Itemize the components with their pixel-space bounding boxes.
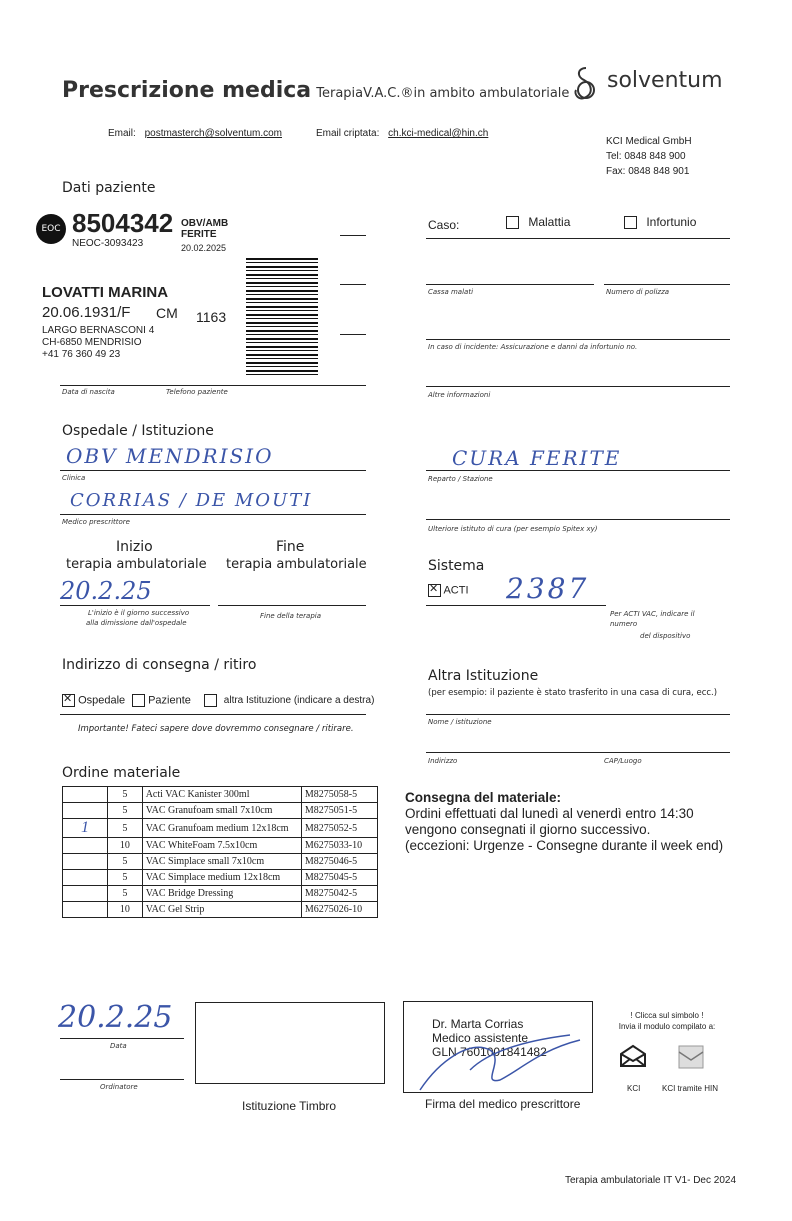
- order-hand-cell[interactable]: [63, 854, 108, 870]
- acti-option[interactable]: [428, 584, 469, 597]
- malattia-label: Malattia: [528, 215, 571, 229]
- stamp-name: Dr. Marta Corrias: [432, 1017, 524, 1031]
- order-section-title: Ordine materiale: [62, 765, 181, 781]
- table-row: [63, 787, 378, 803]
- start-date-handwriting: 20.2.25: [60, 577, 152, 605]
- altra-checkbox[interactable]: [204, 694, 217, 707]
- infortunio-checkbox[interactable]: [624, 216, 637, 229]
- order-desc-cell[interactable]: VAC WhiteFoam 7.5x10cm: [142, 838, 301, 854]
- crypt-email-link[interactable]: ch.kci-medical@hin.ch: [388, 128, 489, 139]
- sticker-dept: OBV/AMB: [181, 218, 229, 229]
- incidente-label: In caso di incidente: Assicurazione e danni da infortunio no.: [428, 343, 638, 351]
- page-title: Prescrizione medica: [62, 78, 312, 103]
- order-hand-cell[interactable]: 1: [63, 819, 108, 838]
- timbro-box[interactable]: [195, 1002, 385, 1084]
- patient-cm: CM: [156, 305, 178, 321]
- start-note-1: L'inizio è il giorno successivo: [88, 609, 190, 617]
- case-option-malattia[interactable]: [506, 215, 570, 229]
- order-qty-cell[interactable]: 10: [108, 838, 143, 854]
- delivery-section-title: Indirizzo di consegna / ritiro: [62, 657, 257, 673]
- system-note-1: Per ACTI VAC, indicare il: [610, 610, 695, 618]
- firma-label: Firma del medico prescrittore: [425, 1097, 581, 1111]
- barcode: [246, 258, 318, 376]
- table-row: [63, 870, 378, 886]
- brand-logo: [570, 64, 602, 106]
- order-code-cell[interactable]: M8275042-5: [301, 886, 377, 902]
- patient-cm-number: 1163: [196, 309, 227, 325]
- case-label: Caso:: [428, 218, 460, 232]
- company-block: [606, 134, 692, 179]
- patient-name: LOVATTI MARINA: [42, 284, 169, 301]
- order-qty-cell[interactable]: 5: [108, 803, 143, 819]
- ulteriore-label: Ulteriore istituto di cura (per esempio Spitex xy): [428, 525, 598, 533]
- delivery-option-paziente[interactable]: [132, 694, 191, 707]
- reparto-handwriting: CURA FERITE: [452, 446, 622, 470]
- company-fax: Fax: 0848 848 901: [606, 166, 690, 177]
- company-name: KCI Medical GmbH: [606, 136, 692, 147]
- other-addr-label: Indirizzo: [428, 757, 458, 765]
- consegna-line-3: (eccezioni: Urgenze - Consegne durante il week end): [405, 838, 724, 853]
- acti-checkbox[interactable]: [428, 584, 441, 597]
- timbro-label: Istituzione Timbro: [242, 1099, 337, 1113]
- patient-phone: +41 76 360 49 23: [42, 349, 121, 360]
- order-qty-cell[interactable]: 5: [108, 787, 143, 803]
- hin-envelope-icon: [677, 1044, 705, 1070]
- consegna-block: [405, 790, 723, 854]
- cassa-label: Cassa malati: [428, 288, 474, 296]
- end-subtitle: terapia ambulatoriale: [226, 557, 367, 572]
- email-link[interactable]: postmasterch@solventum.com: [144, 128, 282, 139]
- system-section-title: Sistema: [428, 558, 485, 574]
- eoc-badge: EOC: [36, 214, 66, 244]
- delivery-note: Importante! Fateci sapere dove dovremmo consegnare / ritirare.: [78, 724, 354, 734]
- order-code-cell[interactable]: M8275058-5: [301, 787, 377, 803]
- medico-handwriting: CORRIAS / DE MOUTI: [70, 490, 313, 511]
- click-note-2: Invia il modulo compilato a:: [618, 1022, 716, 1031]
- order-desc-cell[interactable]: Acti VAC Kanister 300ml: [142, 787, 301, 803]
- consegna-title: Consegna del materiale:: [405, 790, 562, 805]
- footer-date-handwriting: 20.2.25: [58, 1000, 173, 1035]
- order-code-cell[interactable]: M8275052-5: [301, 819, 377, 838]
- sticker-date: 20.02.2025: [181, 243, 227, 253]
- case-option-infortunio[interactable]: [624, 215, 696, 229]
- device-handwriting: 2387: [506, 572, 590, 605]
- envelope-icon: [619, 1044, 647, 1068]
- email-label: Email:: [108, 128, 136, 139]
- order-desc-cell[interactable]: VAC Simplace small 7x10cm: [142, 854, 301, 870]
- tel-label: Telefono paziente: [166, 388, 228, 396]
- patient-dob: 20.06.1931/F: [42, 304, 131, 321]
- order-hand-cell[interactable]: [63, 803, 108, 819]
- order-code-cell[interactable]: M8275045-5: [301, 870, 377, 886]
- sticker-unit: FERITE: [181, 229, 217, 240]
- start-title: Inizio: [116, 539, 153, 555]
- kci-hin-mail-button[interactable]: [677, 1044, 705, 1074]
- start-subtitle: terapia ambulatoriale: [66, 557, 207, 572]
- sticker-case: NEOC-3093423: [72, 238, 144, 249]
- order-desc-cell[interactable]: VAC Gel Strip: [142, 902, 301, 918]
- ospedale-checkbox[interactable]: [62, 694, 75, 707]
- ospedale-label: Ospedale: [78, 694, 126, 707]
- kci-mail-button[interactable]: [619, 1044, 647, 1072]
- paziente-label: Paziente: [148, 694, 191, 707]
- order-hand-cell[interactable]: [63, 787, 108, 803]
- consegna-line-2: vengono consegnati il giorno successivo.: [405, 822, 651, 837]
- delivery-option-ospedale[interactable]: [62, 694, 125, 707]
- infortunio-label: Infortunio: [646, 215, 697, 229]
- order-hand-cell[interactable]: [63, 870, 108, 886]
- other-cap-label: CAP/Luogo: [604, 757, 642, 765]
- sticker-number: 8504342: [72, 208, 174, 238]
- altra-label: altra Istituzione (indicare a destra): [223, 695, 375, 707]
- kci-hin-label: KCI tramite HIN: [662, 1084, 719, 1093]
- stamp-gln: GLN 7601001841482: [432, 1045, 547, 1059]
- page-subtitle: TerapiaV.A.C.®in ambito ambulatoriale: [316, 86, 570, 101]
- start-note-2: alla dimissione dall'ospedale: [86, 619, 187, 627]
- click-note-1: ! Clicca sul simbolo !: [630, 1011, 704, 1020]
- table-row: [63, 854, 378, 870]
- order-hand-cell[interactable]: [63, 838, 108, 854]
- altre-label: Altre informazioni: [428, 391, 491, 399]
- patient-street: LARGO BERNASCONI 4: [42, 325, 155, 336]
- patient-city: CH-6850 MENDRISIO: [42, 337, 142, 348]
- medico-label: Medico prescrittore: [62, 518, 130, 526]
- end-note: Fine della terapia: [260, 612, 321, 620]
- click-note: [612, 1010, 722, 1032]
- signature-scribble: [410, 1020, 590, 1095]
- order-desc-cell[interactable]: VAC Granufoam medium 12x18cm: [142, 819, 301, 838]
- delivery-option-altra[interactable]: [204, 694, 374, 707]
- order-qty-cell[interactable]: 10: [108, 902, 143, 918]
- kci-label: KCI: [627, 1084, 641, 1093]
- reparto-label: Reparto / Stazione: [428, 475, 493, 483]
- consegna-line-1: Ordini effettuati dal lunedì al venerdì entro 14:30: [405, 806, 694, 821]
- order-table: [62, 786, 378, 918]
- malattia-checkbox[interactable]: [506, 216, 519, 229]
- order-desc-cell[interactable]: VAC Simplace medium 12x18cm: [142, 870, 301, 886]
- order-qty-cell[interactable]: 5: [108, 886, 143, 902]
- table-row: [63, 886, 378, 902]
- solventum-logo-icon: [570, 64, 602, 102]
- acti-label: ACTI: [443, 584, 469, 597]
- dob-label: Data di nascita: [62, 388, 115, 396]
- paziente-checkbox[interactable]: [132, 694, 145, 707]
- order-qty-cell[interactable]: 5: [108, 854, 143, 870]
- ordinatore-label: Ordinatore: [100, 1083, 138, 1091]
- brand-name: solventum: [607, 68, 723, 93]
- order-desc-cell[interactable]: VAC Granufoam small 7x10cm: [142, 803, 301, 819]
- other-inst-desc: (per esempio: il paziente è stato trasferito in una casa di cura, ecc.): [428, 688, 718, 698]
- order-hand-cell[interactable]: [63, 902, 108, 918]
- form-title: [62, 78, 569, 103]
- order-qty-cell[interactable]: 5: [108, 819, 143, 838]
- system-note-3: del dispositivo: [640, 632, 691, 640]
- order-code-cell[interactable]: M8275046-5: [301, 854, 377, 870]
- table-row: [63, 838, 378, 854]
- table-row: [63, 902, 378, 918]
- order-hand-cell[interactable]: [63, 886, 108, 902]
- company-tel: Tel: 0848 848 900: [606, 151, 686, 162]
- patient-section-title: Dati paziente: [62, 180, 156, 196]
- footer-date-label: Data: [110, 1042, 127, 1050]
- order-desc-cell[interactable]: VAC Bridge Dressing: [142, 886, 301, 902]
- other-name-label: Nome / istituzione: [428, 718, 492, 726]
- table-row: [63, 803, 378, 819]
- other-inst-title: Altra Istituzione: [428, 668, 539, 684]
- clinic-handwriting: OBV MENDRISIO: [66, 444, 274, 468]
- order-code-cell[interactable]: M8275051-5: [301, 803, 377, 819]
- clinic-label: Clinica: [62, 474, 86, 482]
- end-title: Fine: [276, 539, 305, 555]
- order-qty-cell[interactable]: 5: [108, 870, 143, 886]
- crypt-email-row: [316, 128, 488, 139]
- table-row: [63, 819, 378, 838]
- order-code-cell[interactable]: M6275026-10: [301, 902, 377, 918]
- polizza-label: Numero di polizza: [606, 288, 670, 296]
- form-version: Terapia ambulatoriale IT V1- Dec 2024: [565, 1175, 737, 1186]
- stamp-role: Medico assistente: [432, 1031, 529, 1045]
- email-row: [108, 128, 282, 139]
- order-code-cell[interactable]: M6275033-10: [301, 838, 377, 854]
- crypt-email-label: Email criptata:: [316, 128, 380, 139]
- hospital-section-title: Ospedale / Istituzione: [62, 423, 214, 439]
- patient-sticker: [36, 206, 336, 376]
- system-note-2: numero: [610, 620, 638, 628]
